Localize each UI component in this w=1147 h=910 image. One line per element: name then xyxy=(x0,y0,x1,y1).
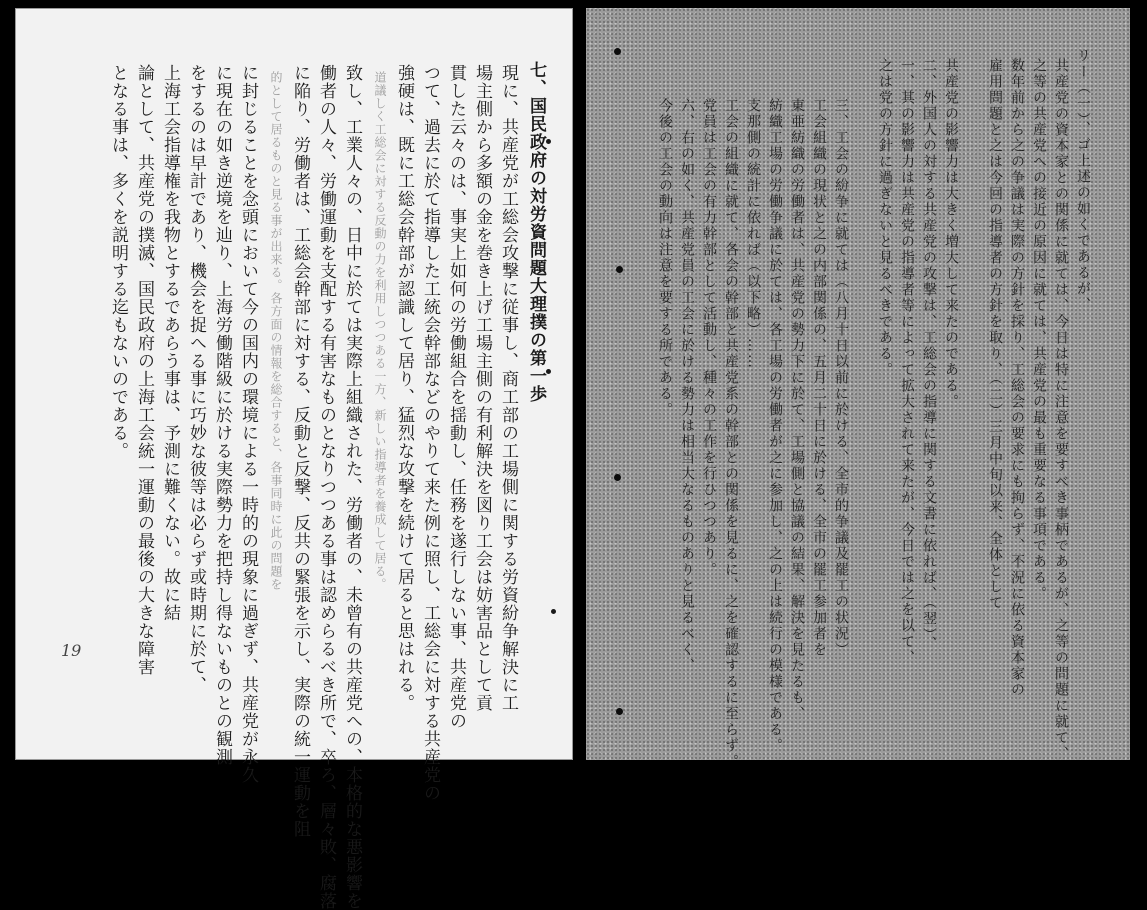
punch-hole-mark xyxy=(614,48,621,55)
right-document-page xyxy=(586,8,1130,770)
text-column: 場主側から多額の金を巻き上げ工場主側の有利解決を図り工会は妨害品として貢 xyxy=(472,64,492,712)
text-column: に陥り、労働者は、工総会幹部に対する、反動と反撃、反共の緊張を示し、実際の統一運動を阻 xyxy=(290,64,310,838)
section-heading: 七、国民政府の対労資問題大理撲の第一歩 xyxy=(526,61,546,403)
text-column: 雇用問題と之は今回の指導者の方針を取り、（二）三月中旬以来、全体として xyxy=(987,58,1003,611)
text-column: に現在の如き逆境を辿り、上海労働階級に於ける実際勢力を把持し得ないものとの観測 xyxy=(212,64,232,766)
text-column: 道議しく工総会に対する反動の力を利用しつつある一方、新しい指導者を養成して居る。 xyxy=(373,71,387,591)
text-column: 数年前から之の争議は実際の方針を採り、工総会の要求にも拘らず、不況に依る資本家の xyxy=(1009,58,1025,698)
text-column: リー（一）、ゴ上述の如くであるが、 xyxy=(1075,48,1091,313)
text-column: 之等の共産党への接近の原因に就ては、共産党の最も重要なる事項である。 xyxy=(1031,58,1047,602)
text-column: 今後の工会の動向は注意を要する所である。 xyxy=(657,98,673,418)
text-column: 紡織工場の労働争議に於ては、各工場の労働者が之に参加し、之の上は続行の模様である。 xyxy=(767,98,783,754)
left-document-page xyxy=(15,8,573,910)
text-column: 致し、工業人々の、日中に於ては実際上組織された、労働者の、未曾有の共産党への、本格的な悪影響を xyxy=(342,64,362,910)
text-column: つて、過去に於て指導した工統会幹部などのやりて来た例に照し、工総会に対する共産党の xyxy=(420,64,440,802)
punch-hole-mark xyxy=(546,369,551,374)
text-column: 之は党の方針に過ぎないと見るべきである。 xyxy=(877,58,893,378)
text-column: 共産党の影響力は大きく増大して来たのである。 xyxy=(943,58,959,410)
text-column: 三、工会の紛争に就ては（八月十日以前に於ける、全市的争議及罷工の状況） xyxy=(833,98,849,658)
text-column: 働者の人々、労働運動を支配する有害なものとなりつつある事は認めらるべき所で、卒ろ、層々敗、腐落 xyxy=(316,64,336,910)
text-column: 東亜紡織の労働者は、共産党の勢力下に於て、工場側と協議の結果、解決を見たるも、 xyxy=(789,98,805,722)
text-column: 現に、共産党が工総会攻撃に従事し、商工部の工場側に関する労資紛争解決に工 xyxy=(498,64,518,712)
text-column: 工会の組織に就て、各会の幹部と共産党系の幹部との関係を見るに、之を確認するに至らず。 xyxy=(723,98,739,770)
text-column: 上海工会指導権を我物とするであらう事は、予測に難くない。故に結 xyxy=(160,64,180,622)
text-column: に封じることを念頭において今の国内の環境による一時的の現象に過ぎず、共産党が永久 xyxy=(238,64,258,784)
text-column: 工会組織の現状と之の内部関係の、五月二十日に於ける、全市の罷工参加者を xyxy=(811,98,827,658)
text-column: 論として、共産党の撲滅、国民政府の上海工会統一運動の最後の大きな障害 xyxy=(134,64,154,676)
text-column: 共産党の資本家との関係に就ては、今日は特に注意を要すべき事柄であるが、之等の問題に就て、 xyxy=(1053,58,1069,762)
text-column: 六、右の如く、共産党員の工会に於ける勢力は相当大なるものありと見るべく、 xyxy=(679,98,695,674)
text-column: 貫した云々のは、事実上如何の労働組合を揺動し、任務を遂行しない事、共産党の xyxy=(446,64,466,730)
punch-hole-mark xyxy=(616,708,623,715)
text-column: をするのは早計であり、機会を捉へる事に巧妙な彼等は必らず或時期に於て、 xyxy=(186,64,206,694)
text-column: 的として居るものと見る事が出来る。各方面の情報を総合すると、各事同時に此の問題を xyxy=(269,71,283,591)
punch-hole-mark xyxy=(551,609,556,614)
text-column: 支那側の統計に依れば（以下略）…… xyxy=(745,98,761,370)
punch-hole-mark xyxy=(546,139,551,144)
punch-hole-mark xyxy=(614,474,621,481)
page-number: 19 xyxy=(61,641,82,660)
text-column: 一、其の影響力は共産党の指導者等によって拡大されて来たが、今日では之を以て、 xyxy=(899,58,915,666)
text-column: となる事は、多くを説明する迄もないのである。 xyxy=(108,64,128,460)
text-column: 党員は工会の有力幹部として活動し、種々の工作を行ひつつあり。 xyxy=(701,98,717,578)
punch-hole-mark xyxy=(616,266,623,273)
text-column: 強硬は、既に工総会幹部が認識して居り、猛烈な攻撃を続けて居ると思はれる。 xyxy=(394,64,414,712)
text-column: 二、外国人の対する共産党の攻撃は、工総会の指導に関する文書に依れば、（翌）、 xyxy=(921,58,937,652)
